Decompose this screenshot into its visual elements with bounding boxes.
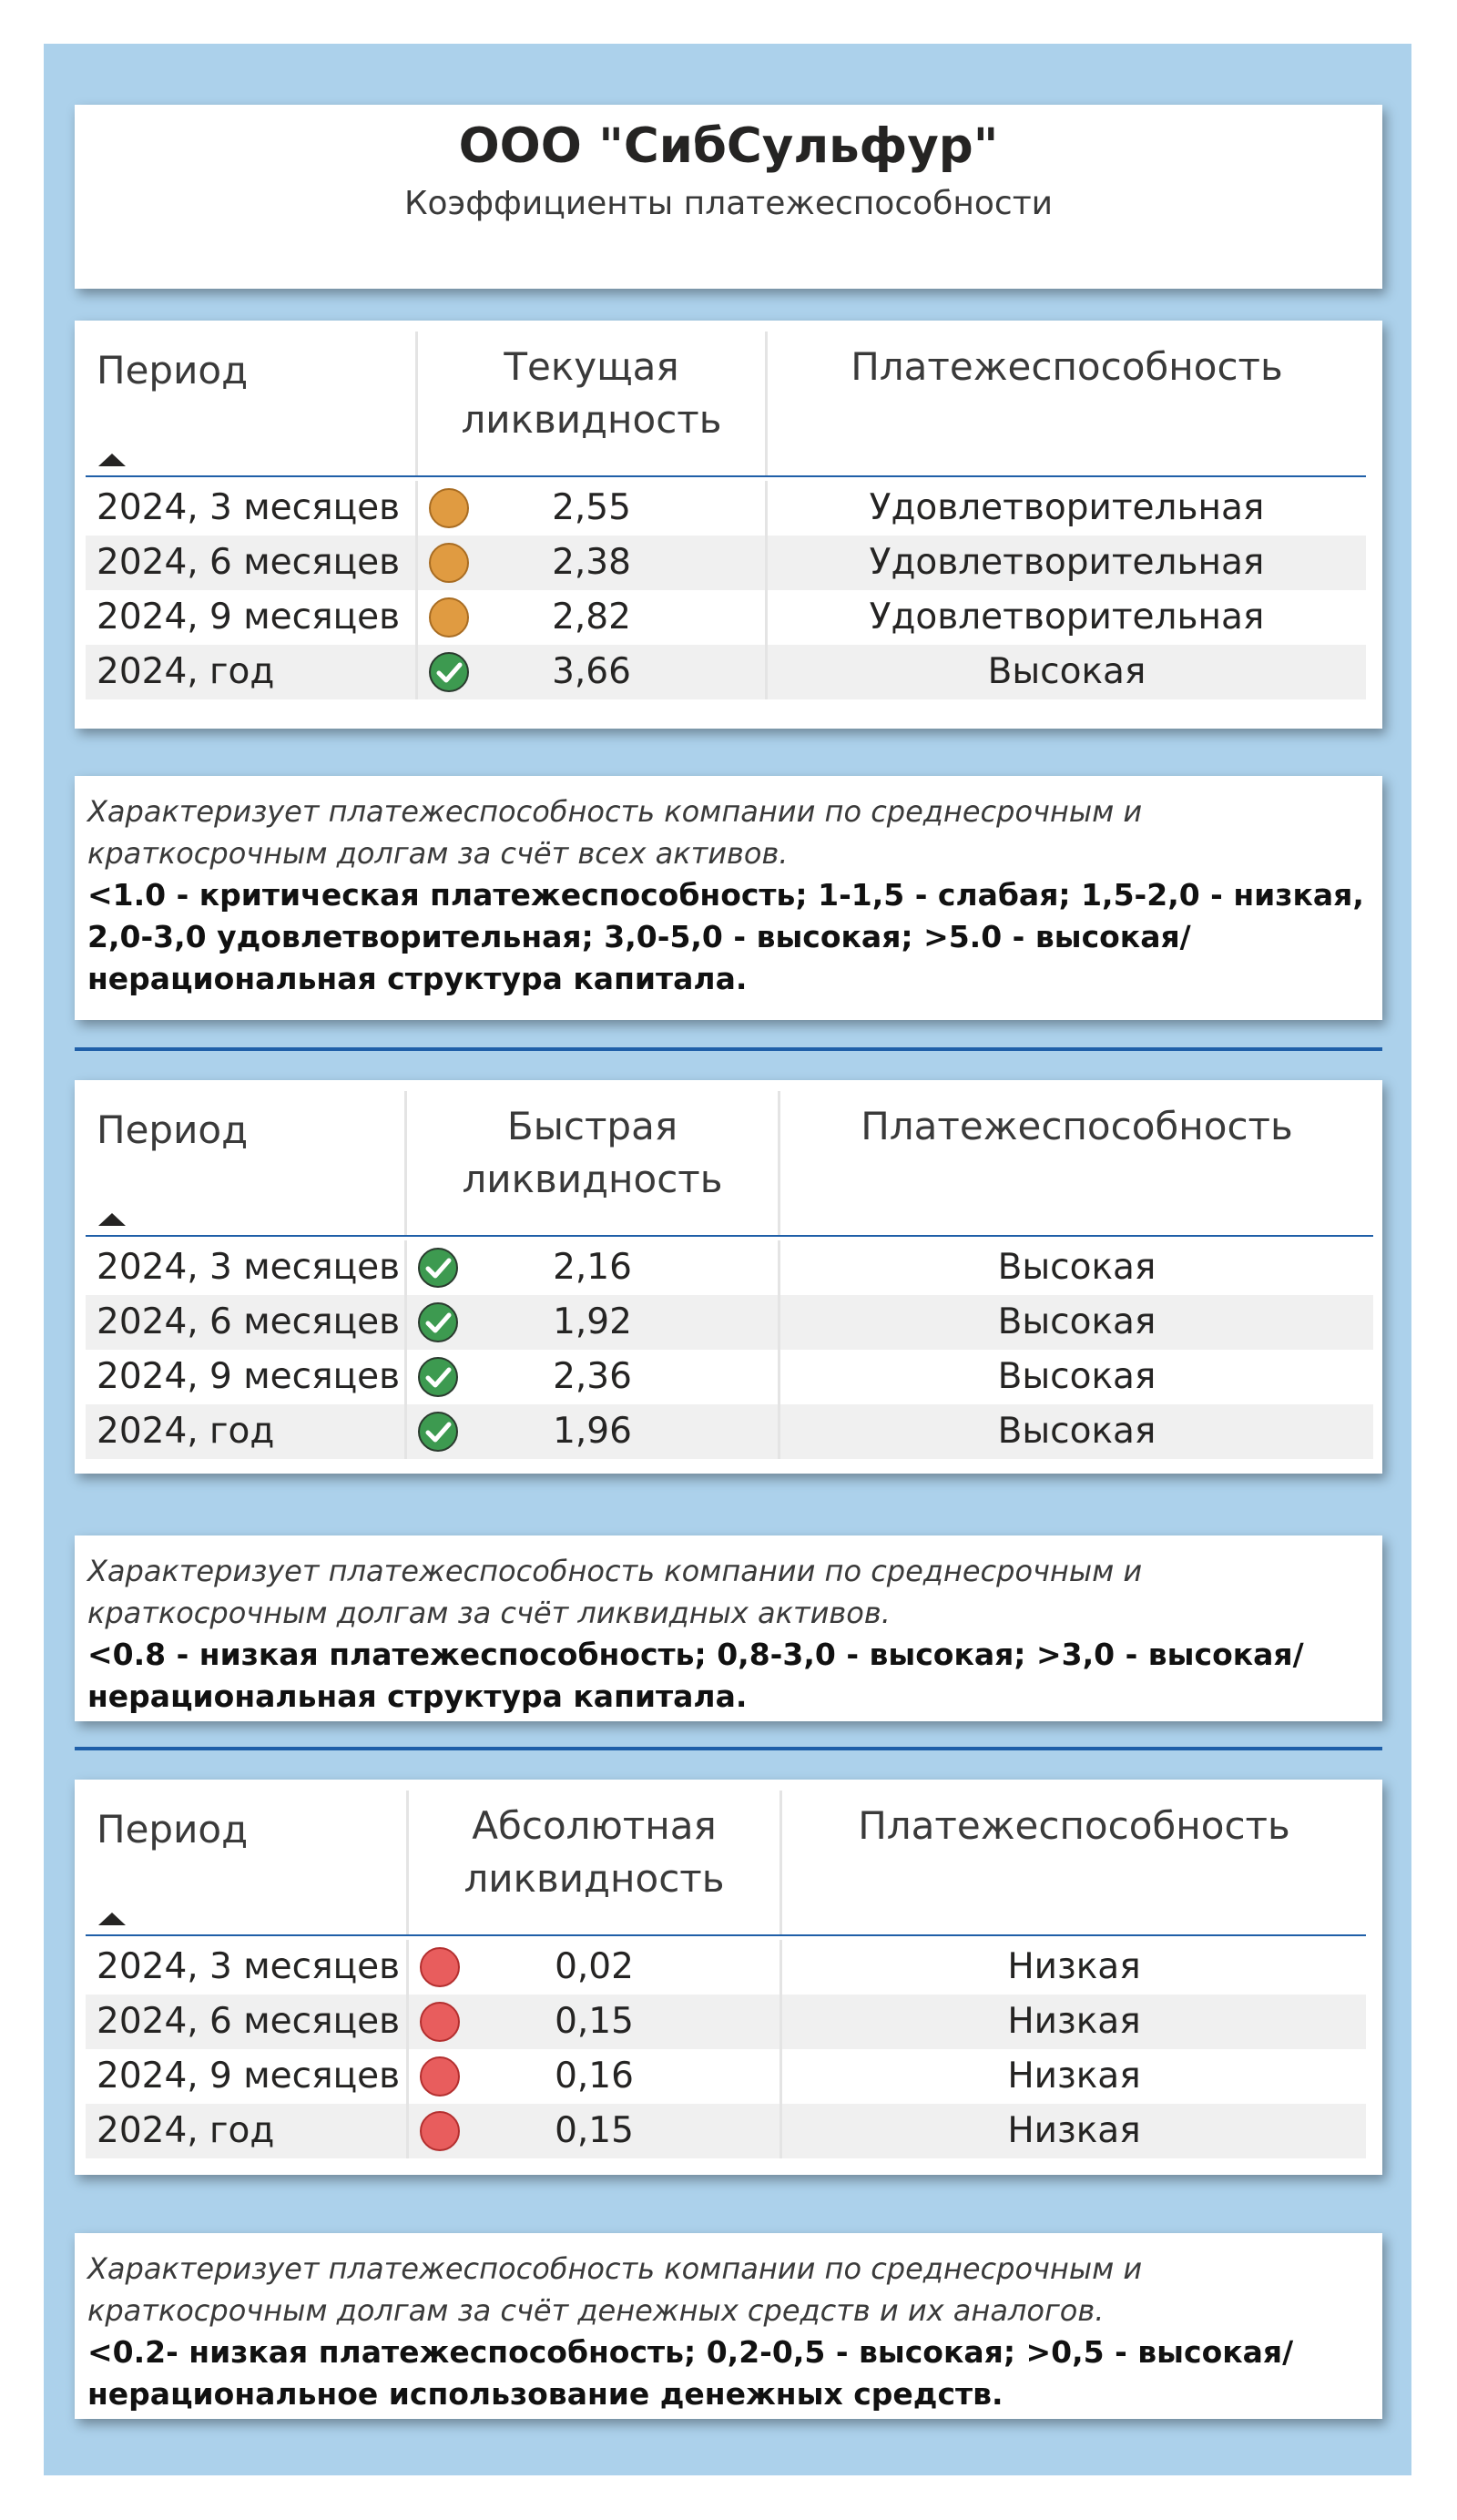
liquidity-value-cell — [404, 1350, 778, 1404]
period-cell: 2024, 3 месяцев — [97, 487, 401, 528]
solvency-status-cell: Высокая — [778, 1295, 1373, 1350]
table-row[interactable] — [86, 1240, 1373, 1295]
current-liquidity-note — [75, 776, 1382, 1020]
liquidity-value-cell — [415, 590, 765, 645]
table-header — [86, 1091, 1373, 1237]
report-header — [75, 105, 1382, 289]
table-row[interactable] — [86, 645, 1366, 699]
column-header-period[interactable] — [86, 332, 415, 475]
solvency-status-cell: Низкая — [779, 2104, 1366, 2158]
table-body — [86, 1940, 1366, 2158]
green-check-icon — [416, 1410, 460, 1454]
liquidity-value: 2,55 — [552, 487, 631, 528]
sort-ascending-icon[interactable] — [98, 454, 126, 466]
table-row[interactable] — [86, 2104, 1366, 2158]
solvency-status-cell: Низкая — [779, 1940, 1366, 1995]
quick-liquidity-table — [86, 1091, 1373, 1459]
table-body — [86, 1240, 1373, 1459]
red-circle-icon — [418, 2055, 462, 2098]
solvency-status-cell: Высокая — [765, 645, 1366, 699]
liquidity-value-cell — [415, 645, 765, 699]
period-cell: 2024, 6 месяцев — [97, 1301, 401, 1342]
solvency-status-cell: Удовлетворительная — [765, 536, 1366, 590]
orange-circle-icon — [427, 541, 471, 585]
column-header-period-label: Период — [97, 1807, 249, 1852]
liquidity-value-cell — [404, 1295, 778, 1350]
period-cell: 2024, 3 месяцев — [97, 1946, 401, 1987]
quick-liquidity-table-card — [75, 1080, 1382, 1474]
solvency-status-cell: Высокая — [778, 1240, 1373, 1295]
period-cell: 2024, год — [97, 2110, 275, 2151]
solvency-status-cell: Высокая — [778, 1350, 1373, 1404]
liquidity-value: 0,15 — [555, 2110, 634, 2151]
column-header-status[interactable]: Платежеспособность — [779, 1791, 1366, 1934]
liquidity-value-cell — [406, 1995, 779, 2049]
red-circle-icon — [418, 2109, 462, 2153]
table-row[interactable] — [86, 1995, 1366, 2049]
green-check-icon — [416, 1246, 460, 1290]
report-subtitle: Коэффициенты платежеспособности — [403, 185, 1054, 222]
column-header-status[interactable]: Платежеспособность — [778, 1091, 1373, 1235]
period-cell: 2024, год — [97, 1411, 275, 1452]
note-scale: <0.8 - низкая платежеспособность; 0,8-3,0 - высокая; >3,0 - высокая/нерациональная структура капитала. — [87, 1637, 1304, 1714]
table-row[interactable] — [86, 1404, 1373, 1459]
liquidity-value-cell — [404, 1240, 778, 1295]
current-liquidity-table-card — [75, 321, 1382, 729]
liquidity-value: 0,15 — [555, 2001, 634, 2042]
liquidity-value-cell — [404, 1404, 778, 1459]
red-circle-icon — [418, 1945, 462, 1989]
period-cell: 2024, 6 месяцев — [97, 2001, 401, 2042]
column-header-value[interactable]: Быстрая ликвидность — [404, 1091, 778, 1235]
table-row[interactable] — [86, 1940, 1366, 1995]
liquidity-value-cell — [415, 536, 765, 590]
table-row[interactable] — [86, 1350, 1373, 1404]
absolute-liquidity-table — [86, 1791, 1366, 2158]
period-cell: 2024, год — [97, 651, 275, 692]
company-title: ООО "СибСульфур" — [458, 118, 999, 174]
sort-ascending-icon[interactable] — [98, 1213, 126, 1226]
column-header-value[interactable]: Текущая ликвидность — [415, 332, 765, 475]
column-header-period-label: Период — [97, 1107, 249, 1152]
table-row[interactable] — [86, 536, 1366, 590]
table-header — [86, 1791, 1366, 1936]
table-row[interactable] — [86, 590, 1366, 645]
table-header — [86, 332, 1366, 477]
table-row[interactable] — [86, 481, 1366, 536]
solvency-status-cell: Высокая — [778, 1404, 1373, 1459]
liquidity-value: 1,96 — [553, 1411, 632, 1452]
column-header-period[interactable] — [86, 1791, 406, 1934]
liquidity-value: 2,38 — [552, 542, 631, 583]
green-check-icon — [427, 650, 471, 694]
liquidity-value: 2,82 — [552, 597, 631, 638]
quick-liquidity-note — [75, 1535, 1382, 1721]
green-check-icon — [416, 1355, 460, 1399]
period-cell: 2024, 3 месяцев — [97, 1247, 401, 1288]
column-header-value[interactable]: Абсолютная ликвидность — [406, 1791, 779, 1934]
solvency-status-cell: Низкая — [779, 2049, 1366, 2104]
liquidity-value-cell — [406, 2049, 779, 2104]
table-row[interactable] — [86, 2049, 1366, 2104]
section-divider — [75, 1047, 1382, 1051]
column-header-period[interactable] — [86, 1091, 404, 1235]
column-header-status[interactable]: Платежеспособность — [765, 332, 1366, 475]
period-cell: 2024, 9 месяцев — [97, 1356, 401, 1397]
solvency-status-cell: Удовлетворительная — [765, 481, 1366, 536]
liquidity-value-cell — [415, 481, 765, 536]
period-cell: 2024, 6 месяцев — [97, 542, 401, 583]
table-body — [86, 481, 1366, 699]
liquidity-value-cell — [406, 2104, 779, 2158]
section-divider — [75, 1747, 1382, 1750]
current-liquidity-table — [86, 332, 1366, 699]
orange-circle-icon — [427, 596, 471, 639]
red-circle-icon — [418, 2000, 462, 2044]
green-check-icon — [416, 1301, 460, 1344]
liquidity-value: 2,36 — [553, 1356, 632, 1397]
sort-ascending-icon[interactable] — [98, 1913, 126, 1925]
period-cell: 2024, 9 месяцев — [97, 2056, 401, 2097]
absolute-liquidity-note — [75, 2233, 1382, 2419]
liquidity-value: 3,66 — [552, 651, 631, 692]
liquidity-value: 0,02 — [555, 1946, 634, 1987]
note-scale: <0.2- низкая платежеспособность; 0,2-0,5 - высокая; >0,5 - высокая/нерациональное использование денежных средств. — [87, 2334, 1294, 2412]
note-scale: <1.0 - критическая платежеспособность; 1-1,5 - слабая; 1,5-2,0 - низкая, 2,0-3,0 удовлетворительная; 3,0-5,0 - высокая; >5.0 - высокая/нерациональная структура капитала. — [87, 877, 1364, 996]
absolute-liquidity-table-card — [75, 1780, 1382, 2175]
period-cell: 2024, 9 месяцев — [97, 597, 401, 638]
note-description: Характеризует платежеспособность компании по среднесрочным и краткосрочным долгам за счёт всех активов. — [87, 794, 1143, 871]
table-row[interactable] — [86, 1295, 1373, 1350]
liquidity-value: 2,16 — [553, 1247, 632, 1288]
column-header-period-label: Период — [97, 348, 249, 393]
liquidity-value-cell — [406, 1940, 779, 1995]
liquidity-value: 1,92 — [553, 1301, 632, 1342]
note-description: Характеризует платежеспособность компании по среднесрочным и краткосрочным долгам за счёт ликвидных активов. — [87, 1554, 1143, 1630]
note-description: Характеризует платежеспособность компании по среднесрочным и краткосрочным долгам за счёт денежных средств и их аналогов. — [87, 2251, 1143, 2328]
orange-circle-icon — [427, 486, 471, 530]
liquidity-value: 0,16 — [555, 2056, 634, 2097]
solvency-status-cell: Низкая — [779, 1995, 1366, 2049]
solvency-status-cell: Удовлетворительная — [765, 590, 1366, 645]
